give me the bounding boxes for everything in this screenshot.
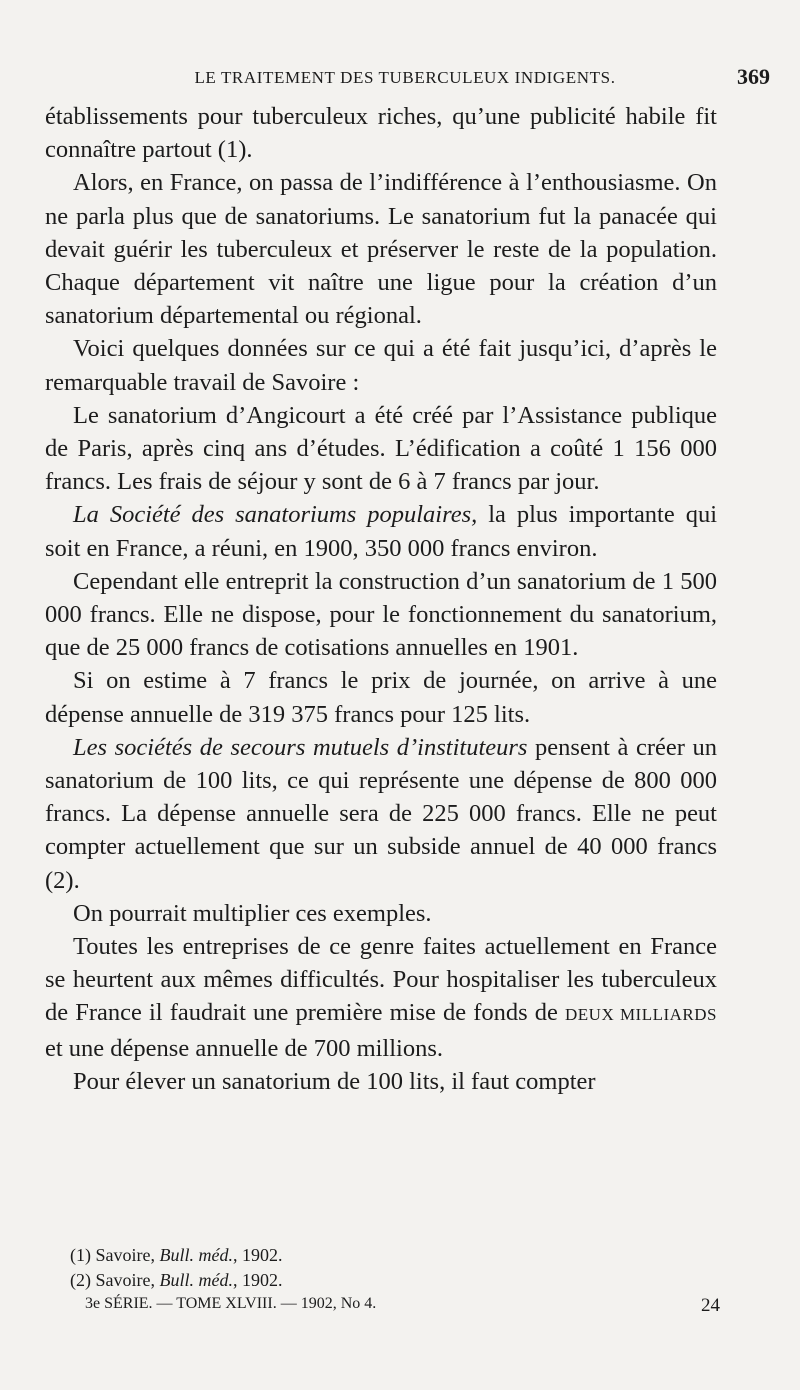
signature-number: 24 xyxy=(701,1295,720,1316)
paragraph-4: Le sanatorium d’Angicourt a été créé par l’Assistance publique de Paris, après cinq ans d’études. L’édification a coûté 1 156 000 francs. Les frais de séjour y sont de 6 à 7 francs par jour. xyxy=(45,401,717,496)
page-header xyxy=(40,62,770,96)
paragraph-10 xyxy=(45,930,717,1065)
society-name: La Société des sanatoriums populaires, xyxy=(73,501,478,529)
printer-signature xyxy=(85,1295,720,1321)
footnotes xyxy=(70,1243,710,1293)
paragraph-6: Cependant elle entreprit la construction d’un sanatorium de 1 500 000 francs. Elle ne dispose, pour le fonctionnement du sanatorium, que de 25 000 francs de cotisations annuelles en 1901. xyxy=(45,567,717,662)
series-line: 3e SÉRIE. — TOME XLVIII. — 1902, No 4. xyxy=(85,1295,377,1312)
page-number: 369 xyxy=(737,64,770,89)
paragraph-11: Pour élever un sanatorium de 100 lits, il faut compter xyxy=(73,1067,596,1095)
paragraph-1: établissements pour tuberculeux riches, qu’une publicité habile fit connaître partout (1). xyxy=(45,103,717,164)
footnote-1: (1) Savoire, Bull. méd., 1902. xyxy=(70,1245,283,1265)
paragraph-10-text-b: et une dépense annuelle de 700 millions. xyxy=(45,1034,444,1062)
body-text xyxy=(45,100,717,1098)
paragraph-8-text: pensent à créer un sanatorium de 100 lits, ce qui représente une dépense de 800 000 francs. La dépense annuelle sera de 225 000 francs. Elle ne peut compter actuellement que sur un subside annuel de 40 000 francs (2). xyxy=(45,733,718,894)
societies-name: Les sociétés de secours mutuels d’instituteurs xyxy=(73,733,528,761)
paragraph-5 xyxy=(45,498,717,564)
paragraph-10-text-a: Toutes les entreprises de ce genre faites actuellement en France se heurtent aux mêmes difficultés. Pour hospitaliser les tuberculeux de France il faudrait une première mise de fonds de xyxy=(45,933,717,1027)
paragraph-3: Voici quelques données sur ce qui a été fait jusqu’ici, d’après le remarquable travail de Savoire : xyxy=(45,335,717,396)
paragraph-2: Alors, en France, on passa de l’indifférence à l’enthousiasme. On ne parla plus que de sanatoriums. Le sanatorium fut la panacée qui devait guérir les tuberculeux et préserver le reste de la population. Chaque département vit naître une ligue pour la création d’un sanatorium départemental ou régional. xyxy=(45,169,717,330)
running-title: LE TRAITEMENT DES TUBERCULEUX INDIGENTS. xyxy=(194,68,616,87)
footnote-2: (2) Savoire, Bull. méd., 1902. xyxy=(70,1270,283,1290)
paragraph-5-text: la plus importante qui soit en France, a réuni, en 1900, 350 000 francs environ. xyxy=(45,501,717,562)
emphasis-smallcaps: DEUX MILLIARDS xyxy=(565,1005,717,1025)
paragraph-9: On pourrait multiplier ces exemples. xyxy=(73,899,432,927)
paragraph-8 xyxy=(45,731,717,897)
paragraph-7: Si on estime à 7 francs le prix de journée, on arrive à une dépense annuelle de 319 375 francs pour 125 lits. xyxy=(45,667,717,728)
